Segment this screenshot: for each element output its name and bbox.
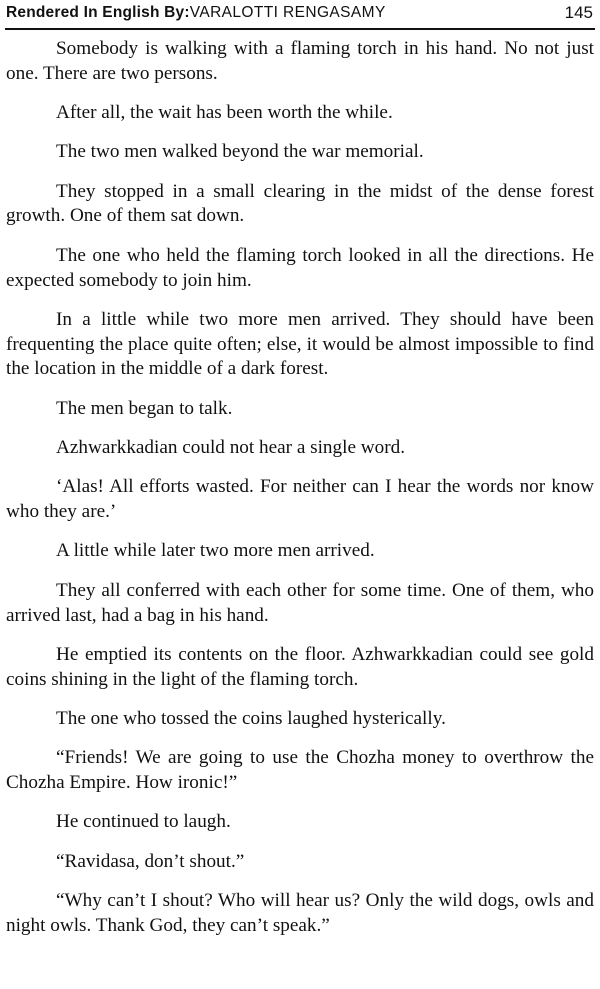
body-text [6,37,594,953]
paragraph: The men began to talk. [56,397,233,419]
paragraph: Azhwarkkadian could not hear a single word. [56,437,405,459]
paragraph: The one who held the flaming torch looked in all the directions. He expected somebody to join him. [6,244,594,291]
header-rule [5,28,595,30]
running-title-prefix: Rendered In English By: [6,4,190,21]
paragraph: A little while later two more men arrived. [56,540,375,562]
running-title-author: VARALOTTI RENGASAMY [189,4,386,21]
paragraph: “Ravidasa, don’t shout.” [56,850,245,872]
running-title [6,4,386,22]
paragraph: The two men walked beyond the war memorial. [56,141,424,163]
paragraph: He continued to laugh. [56,811,231,833]
paragraph: They all conferred with each other for some time. One of them, who arrived last, had a bag in his hand. [6,579,594,626]
running-header [0,0,600,30]
paragraph: ‘Alas! All efforts wasted. For neither can I hear the words nor know who they are.’ [6,476,594,523]
paragraph: In a little while two more men arrived. They should have been frequenting the place quite often; else, it would be almost impossible to find the location in the middle of a dark forest. [6,308,594,380]
paragraph: They stopped in a small clearing in the midst of the dense forest growth. One of them sat down. [6,180,594,227]
paragraph: After all, the wait has been worth the while. [56,102,393,124]
paragraph: Somebody is walking with a flaming torch in his hand. No not just one. There are two persons. [6,38,594,84]
paragraph: The one who tossed the coins laughed hysterically. [56,707,446,729]
paragraph: “Friends! We are going to use the Chozha money to overthrow the Chozha Empire. How ironic!” [6,747,594,794]
page-number: 145 [564,3,593,22]
paragraph: He emptied its contents on the floor. Azhwarkkadian could see gold coins shining in the light of the flaming torch. [6,643,594,690]
paragraph: “Why can’t I shout? Who will hear us? Only the wild dogs, owls and night owls. Thank God, they can’t speak.” [6,889,594,936]
